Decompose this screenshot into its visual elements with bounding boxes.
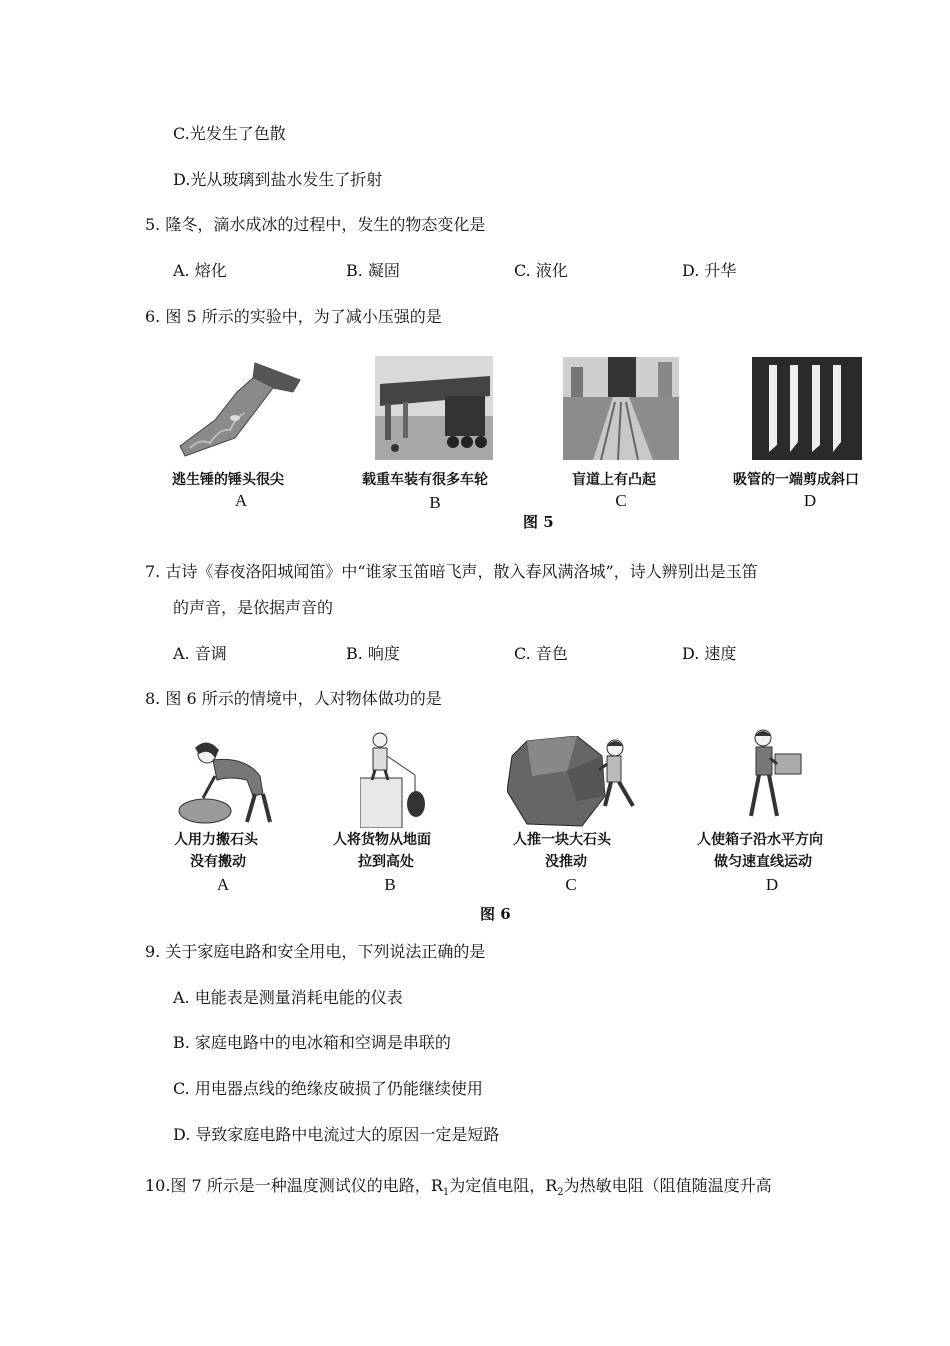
tactile-paving-image [563, 357, 679, 460]
fig6-caption-c-line1: 人推一块大石头 [513, 832, 611, 848]
fig6-caption-a-line1: 人用力搬石头 [174, 832, 258, 848]
r2-symbol: R [545, 1176, 558, 1195]
fig5-caption-a: 逃生锤的锤头很尖 [172, 472, 284, 488]
r2-subscript: 2 [557, 1187, 564, 1199]
fig5-letter-b: B [429, 493, 441, 512]
q5-option-c: C. 液化 [514, 261, 568, 280]
q7-option-d: D. 速度 [682, 644, 737, 663]
fig6-letter-d: D [765, 875, 779, 894]
q7-option-c: C. 音色 [514, 644, 568, 663]
fig5-title: 图 5 [523, 513, 554, 531]
fig5-caption-c: 盲道上有凸起 [572, 472, 656, 488]
r1-subscript: 1 [442, 1187, 450, 1199]
fig5-letter-a: A [234, 491, 248, 510]
pushing-rock-image [507, 736, 639, 828]
fig5-caption-b: 载重车装有很多车轮 [362, 472, 488, 488]
q10-stem [145, 1175, 772, 1204]
fig6-caption-c-line2: 没推动 [545, 854, 587, 870]
fig6-caption-d-line1: 人使箱子沿水平方向 [697, 832, 823, 848]
q9-stem: 9. 关于家庭电路和安全用电，下列说法正确的是 [145, 942, 486, 961]
fig6-caption-a-line2: 没有搬动 [190, 854, 246, 870]
q9-option-a: A. 电能表是测量消耗电能的仪表 [173, 988, 403, 1007]
r1-symbol: R [430, 1176, 443, 1195]
lifting-stone-image [175, 736, 280, 826]
fig5-letter-d: D [803, 491, 817, 510]
pulling-goods-image [360, 730, 435, 828]
q10-stem-part-c: 为热敏电阻（阻值随温度升高 [563, 1176, 772, 1195]
fig5-letter-c: C [615, 491, 627, 510]
q8-stem: 8. 图 6 所示的情境中，人对物体做功的是 [145, 689, 442, 708]
q5-stem: 5. 隆冬，滴水成冰的过程中，发生的物态变化是 [145, 215, 486, 234]
fig6-caption-b-line2: 拉到高处 [358, 854, 414, 870]
heavy-truck-image [375, 356, 493, 460]
q10-stem-part-b: 为定值电阻， [449, 1176, 546, 1195]
q4-option-c: C.光发生了色散 [173, 124, 286, 143]
q7-option-b: B. 响度 [346, 644, 400, 663]
q5-option-a: A. 熔化 [173, 261, 227, 280]
fig5-caption-d: 吸管的一端剪成斜口 [733, 472, 859, 488]
q6-stem: 6. 图 5 所示的实验中，为了减小压强的是 [145, 307, 442, 326]
q7-option-a: A. 音调 [173, 644, 227, 663]
fig6-caption-b-line1: 人将货物从地面 [333, 832, 431, 848]
fig6-title: 图 6 [480, 905, 511, 923]
q9-option-d: D. 导致家庭电路中电流过大的原因一定是短路 [173, 1125, 500, 1144]
q7-stem-line1: 7. 古诗《春夜洛阳城闻笛》中“谁家玉笛暗飞声，散入春风满洛城”，诗人辨别出是玉笛 [145, 562, 758, 581]
q4-option-d: D.光从玻璃到盐水发生了折射 [173, 170, 383, 189]
q5-option-d: D. 升华 [682, 261, 737, 280]
carrying-box-image [745, 728, 815, 820]
fig6-letter-c: C [565, 875, 577, 894]
fig6-letter-a: A [216, 875, 230, 894]
q5-option-b: B. 凝固 [346, 261, 400, 280]
fig6-caption-d-line2: 做匀速直线运动 [714, 854, 812, 870]
q9-option-c: C. 用电器点线的绝缘皮破损了仍能继续使用 [173, 1079, 483, 1098]
fig6-letter-b: B [384, 875, 396, 894]
straw-image [752, 357, 862, 460]
q7-stem-line2: 的声音，是依据声音的 [173, 598, 334, 617]
q10-stem-part-a: 10.图 7 所示是一种温度测试仪的电路， [145, 1176, 431, 1195]
escape-hammer-image [175, 358, 305, 458]
q9-option-b: B. 家庭电路中的电冰箱和空调是串联的 [173, 1033, 451, 1052]
